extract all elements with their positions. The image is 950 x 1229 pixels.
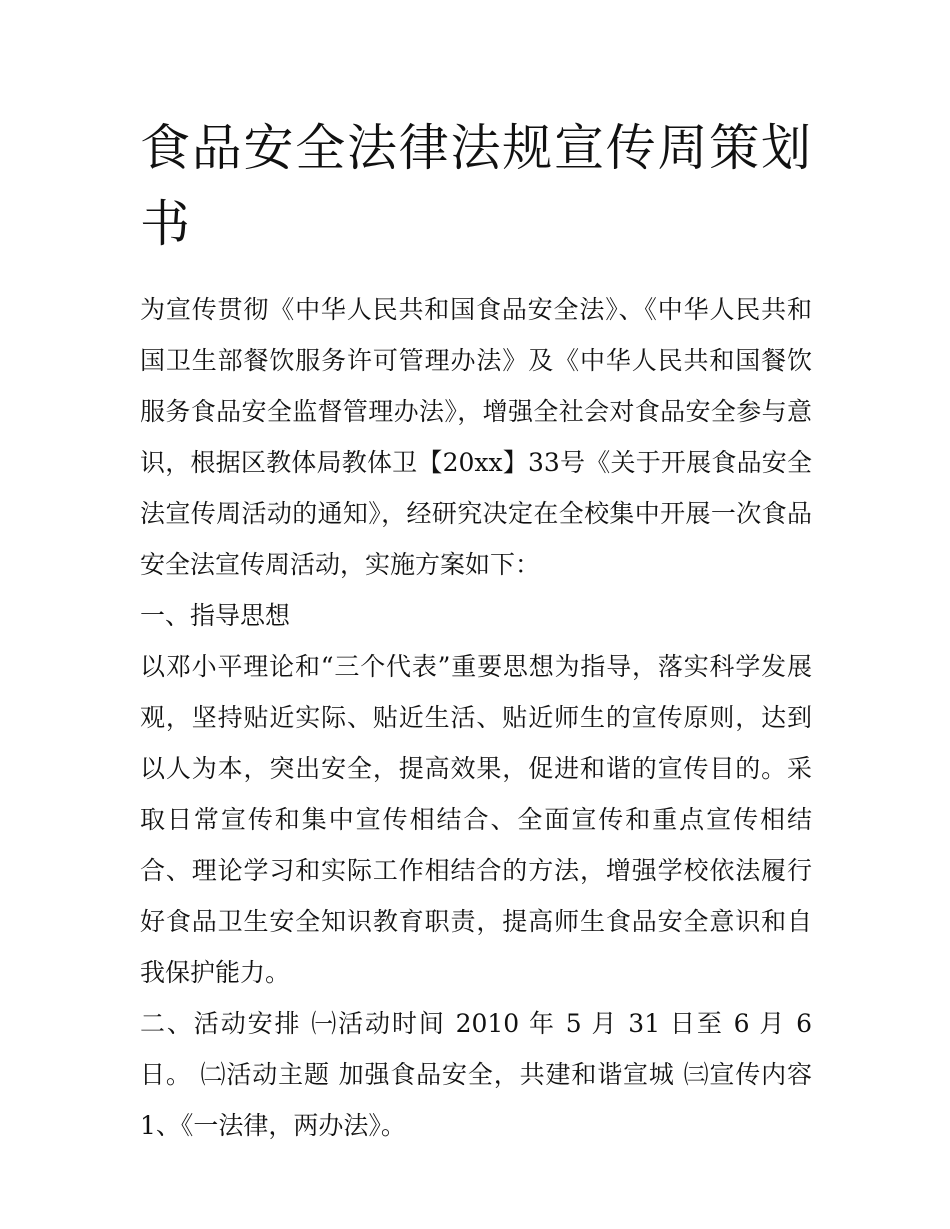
document-page [140, 110, 812, 1151]
activity-arrangement-paragraph: 二、活动安排 ㈠活动时间 2010 年 5 月 31 日至 6 月 6 日。 ㈡活动主题 加强食品安全，共建和谐宣城 ㈢宣传内容 1、《一法律，两办法》。 [140, 1009, 812, 1140]
section-heading-guiding-ideology: 一、指导思想 [140, 601, 291, 630]
document-title: 食品安全法律法规宣传周策划书 [140, 119, 812, 253]
document-body [140, 284, 812, 1151]
guiding-ideology-paragraph: 以邓小平理论和“三个代表”重要思想为指导，落实科学发展观，坚持贴近实际、贴近生活、贴近师生的宣传原则，达到以人为本，突出安全，提高效果，促进和谐的宣传目的。采取日常宣传和集中宣传相结合、全面宣传和重点宣传相结合、理论学习和实际工作相结合的方法，增强学校依法履行好食品卫生安全知识教育职责，提高师生食品安全意识和自我保护能力。 [140, 652, 812, 987]
intro-paragraph: 为宣传贯彻《中华人民共和国食品安全法》、《中华人民共和国卫生部餐饮服务许可管理办法》及《中华人民共和国餐饮服务食品安全监督管理办法》，增强全社会对食品安全参与意识，根据区教体局教体卫【20xx】33号《关于开展食品安全法宣传周活动的通知》，经研究决定在全校集中开展一次食品安全法宣传周活动，实施方案如下： [140, 295, 812, 579]
